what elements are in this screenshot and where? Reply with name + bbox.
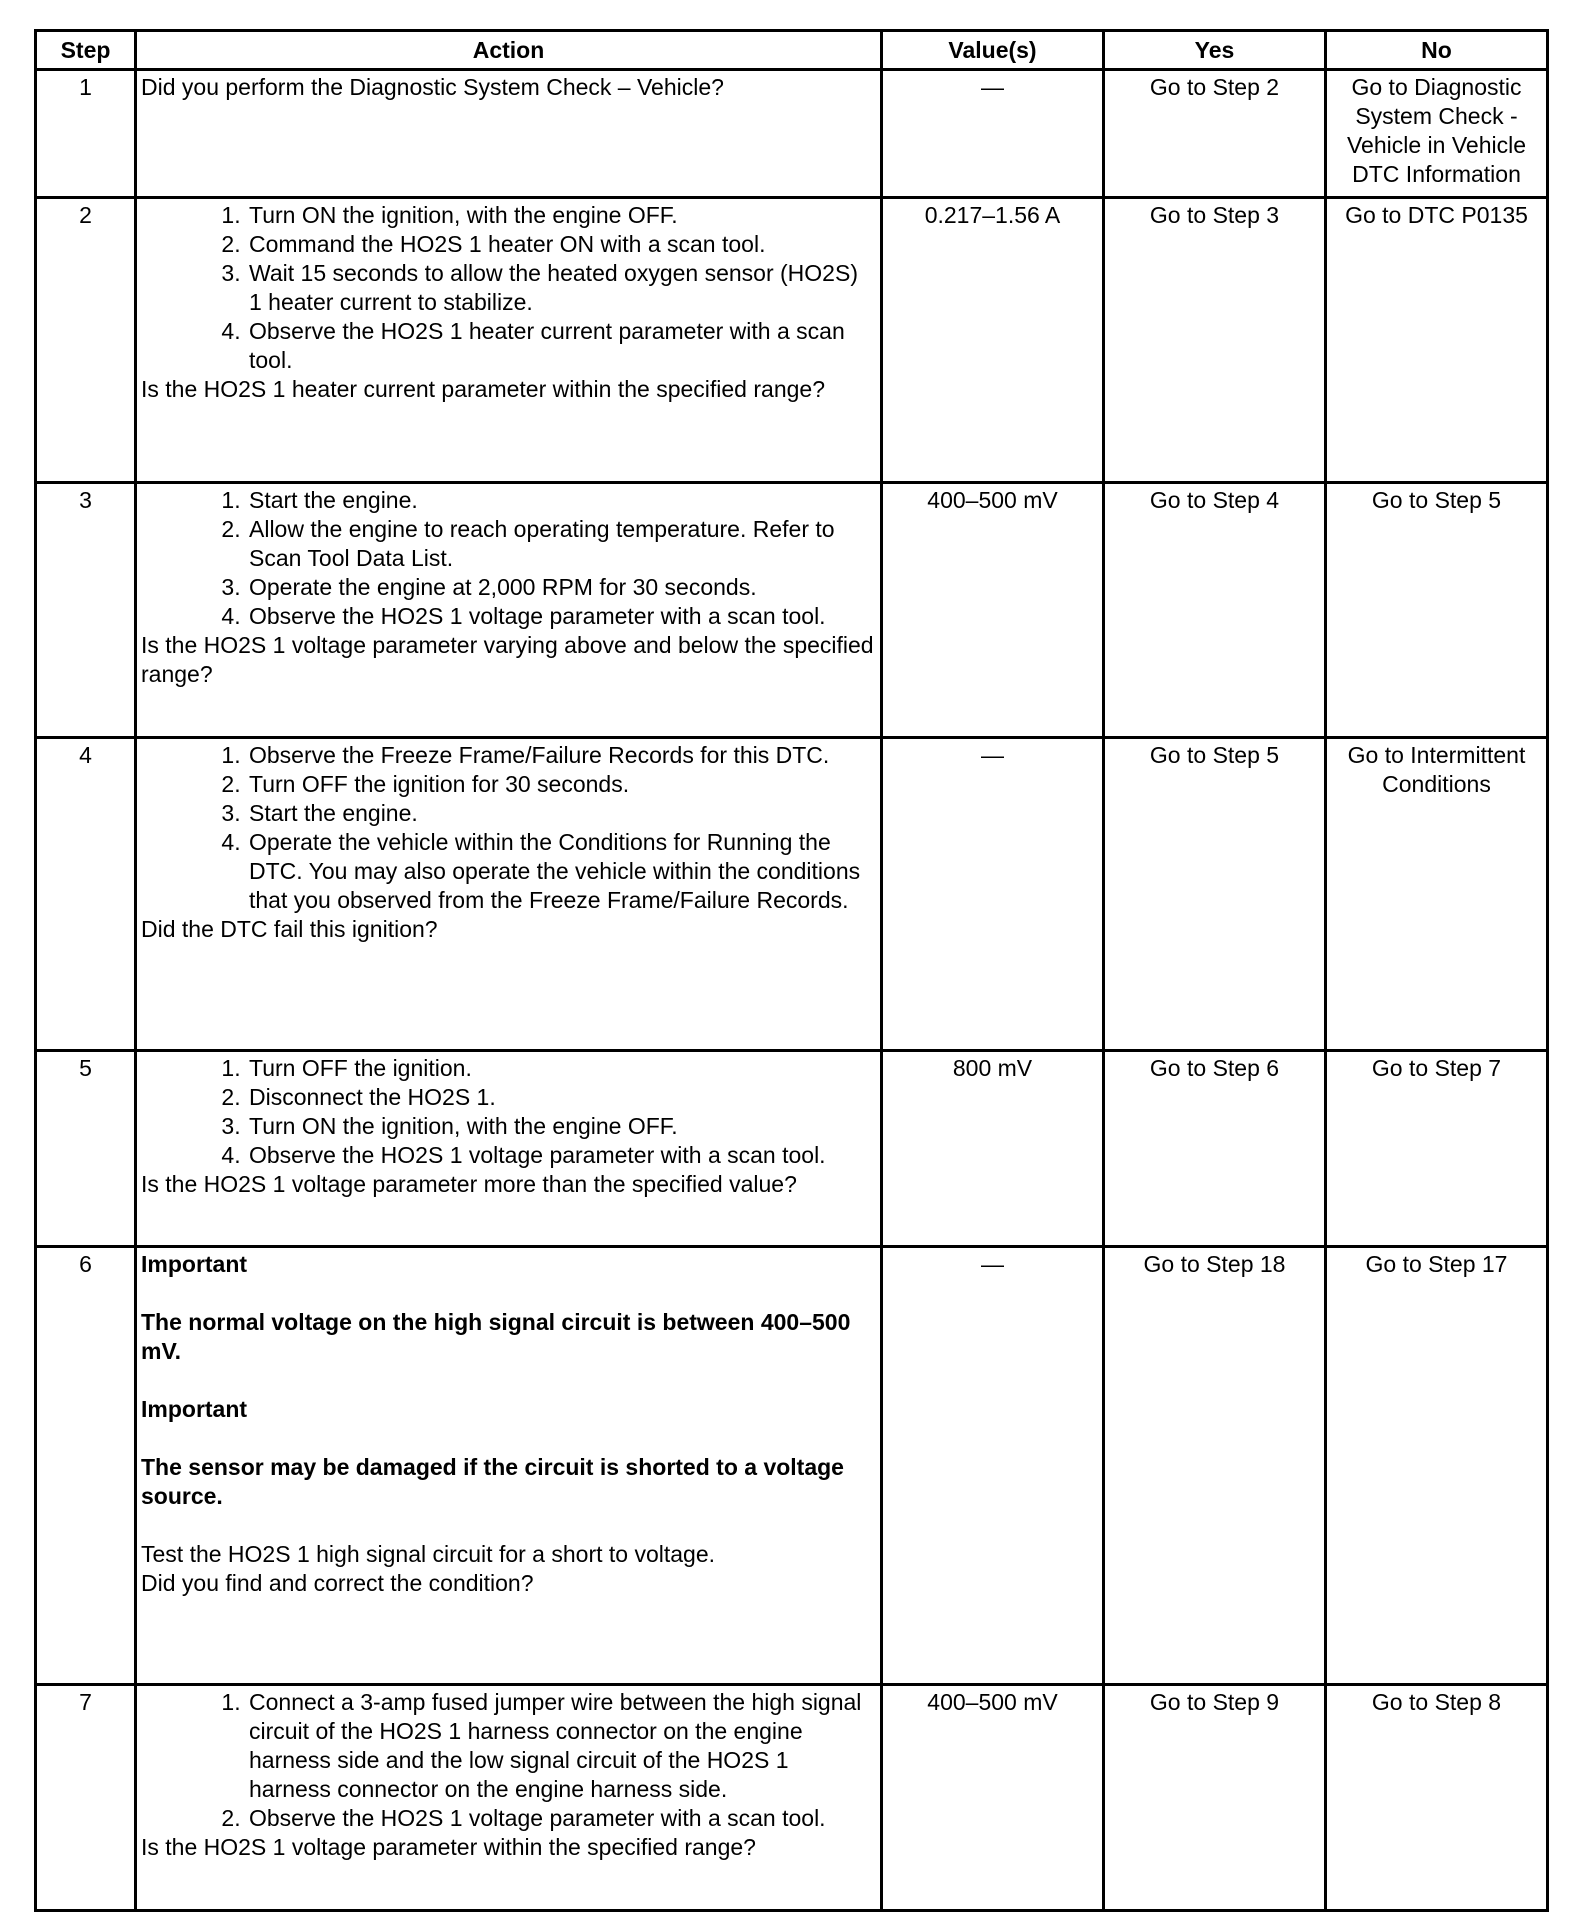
procedure-item: 2. Observe the HO2S 1 voltage parameter with a scan tool. [247, 1804, 876, 1833]
procedure-item: 3. Operate the engine at 2,000 RPM for 30 seconds. [247, 573, 876, 602]
step-number: 6 [36, 1247, 136, 1685]
procedure-item: 2. Command the HO2S 1 heater ON with a scan tool. [247, 230, 876, 259]
procedure-item: 1. Turn OFF the ignition. [247, 1054, 876, 1083]
procedure-list [141, 486, 876, 631]
yes-cell: Go to Step 18 [1104, 1247, 1326, 1685]
important-label: Important [141, 1396, 248, 1422]
table-row-step-2 [36, 198, 1548, 483]
procedure-list [141, 741, 876, 915]
step-number: 5 [36, 1051, 136, 1247]
value-cell: 800 mV [882, 1051, 1104, 1247]
instruction-text: Test the HO2S 1 high signal circuit for a short to voltage. [141, 1541, 716, 1567]
procedure-item: 3. Start the engine. [247, 799, 876, 828]
yes-cell: Go to Step 3 [1104, 198, 1326, 483]
procedure-item: 2. Turn OFF the ignition for 30 seconds. [247, 770, 876, 799]
action-cell [136, 1247, 882, 1685]
table-row-step-4 [36, 738, 1548, 1051]
procedure-item: 1. Start the engine. [247, 486, 876, 515]
action-cell [136, 198, 882, 483]
action-cell [136, 1685, 882, 1911]
question-text: Did you find and correct the condition? [141, 1570, 534, 1596]
value-cell: — [882, 70, 1104, 198]
procedure-list [141, 201, 876, 375]
value-cell: 0.217–1.56 A [882, 198, 1104, 483]
value-cell: 400–500 mV [882, 1685, 1104, 1911]
value-cell: — [882, 1247, 1104, 1685]
question-text: Did the DTC fail this ignition? [141, 916, 438, 942]
no-cell: Go to Diagnostic System Check - Vehicle in Vehicle DTC Information [1326, 70, 1548, 198]
procedure-list [141, 1054, 876, 1170]
header-yes: Yes [1104, 31, 1326, 70]
value-cell: 400–500 mV [882, 483, 1104, 738]
important-label: Important [141, 1251, 248, 1277]
no-cell: Go to DTC P0135 [1326, 198, 1548, 483]
yes-cell: Go to Step 5 [1104, 738, 1326, 1051]
question-text: Is the HO2S 1 voltage parameter more than the specified value? [141, 1171, 797, 1197]
header-action: Action [136, 31, 882, 70]
step-number: 7 [36, 1685, 136, 1911]
table-row-step-3 [36, 483, 1548, 738]
procedure-item: 4. Observe the HO2S 1 voltage parameter with a scan tool. [247, 1141, 876, 1170]
procedure-item: 1. Turn ON the ignition, with the engine OFF. [247, 201, 876, 230]
table-row-step-6 [36, 1247, 1548, 1685]
step-number: 4 [36, 738, 136, 1051]
procedure-item: 4. Operate the vehicle within the Conditions for Running the DTC. You may also operate the vehicle within the conditions that you observed from the Freeze Frame/Failure Records. [247, 828, 876, 915]
action-cell [136, 1051, 882, 1247]
procedure-item: 4. Observe the HO2S 1 voltage parameter with a scan tool. [247, 602, 876, 631]
action-cell [136, 483, 882, 738]
procedure-item: 3. Turn ON the ignition, with the engine OFF. [247, 1112, 876, 1141]
step-number: 1 [36, 70, 136, 198]
yes-cell: Go to Step 4 [1104, 483, 1326, 738]
table-row-step-1 [36, 70, 1548, 198]
question-text: Is the HO2S 1 heater current parameter within the specified range? [141, 376, 825, 402]
procedure-item: 1. Connect a 3-amp fused jumper wire between the high signal circuit of the HO2S 1 harness connector on the engine harness side and the low signal circuit of the HO2S 1 harness connector on the engine harness side. [247, 1688, 876, 1804]
no-cell: Go to Step 17 [1326, 1247, 1548, 1685]
step-number: 2 [36, 198, 136, 483]
yes-cell: Go to Step 6 [1104, 1051, 1326, 1247]
header-row [36, 31, 1548, 70]
no-cell: Go to Step 8 [1326, 1685, 1548, 1911]
procedure-item: 1. Observe the Freeze Frame/Failure Records for this DTC. [247, 741, 876, 770]
header-no: No [1326, 31, 1548, 70]
procedure-list [141, 1688, 876, 1833]
question-text: Is the HO2S 1 voltage parameter within the specified range? [141, 1834, 756, 1860]
question-text: Is the HO2S 1 voltage parameter varying above and below the specified range? [141, 632, 874, 687]
action-cell [136, 738, 882, 1051]
header-values: Value(s) [882, 31, 1104, 70]
yes-cell: Go to Step 9 [1104, 1685, 1326, 1911]
yes-cell: Go to Step 2 [1104, 70, 1326, 198]
no-cell: Go to Intermittent Conditions [1326, 738, 1548, 1051]
action-cell [136, 70, 882, 198]
table-row-step-7 [36, 1685, 1548, 1911]
step-number: 3 [36, 483, 136, 738]
table-row-step-5 [36, 1051, 1548, 1247]
no-cell: Go to Step 5 [1326, 483, 1548, 738]
question-text: Did you perform the Diagnostic System Check – Vehicle? [141, 74, 724, 100]
important-note: The sensor may be damaged if the circuit is shorted to a voltage source. [141, 1454, 844, 1509]
procedure-item: 2. Allow the engine to reach operating temperature. Refer to Scan Tool Data List. [247, 515, 876, 573]
procedure-item: 3. Wait 15 seconds to allow the heated oxygen sensor (HO2S) 1 heater current to stabilize. [247, 259, 876, 317]
important-note: The normal voltage on the high signal circuit is between 400–500 mV. [141, 1309, 851, 1364]
diagnostic-table [34, 29, 1549, 1912]
value-cell: — [882, 738, 1104, 1051]
procedure-item: 4. Observe the HO2S 1 heater current parameter with a scan tool. [247, 317, 876, 375]
procedure-item: 2. Disconnect the HO2S 1. [247, 1083, 876, 1112]
header-step: Step [36, 31, 136, 70]
no-cell: Go to Step 7 [1326, 1051, 1548, 1247]
